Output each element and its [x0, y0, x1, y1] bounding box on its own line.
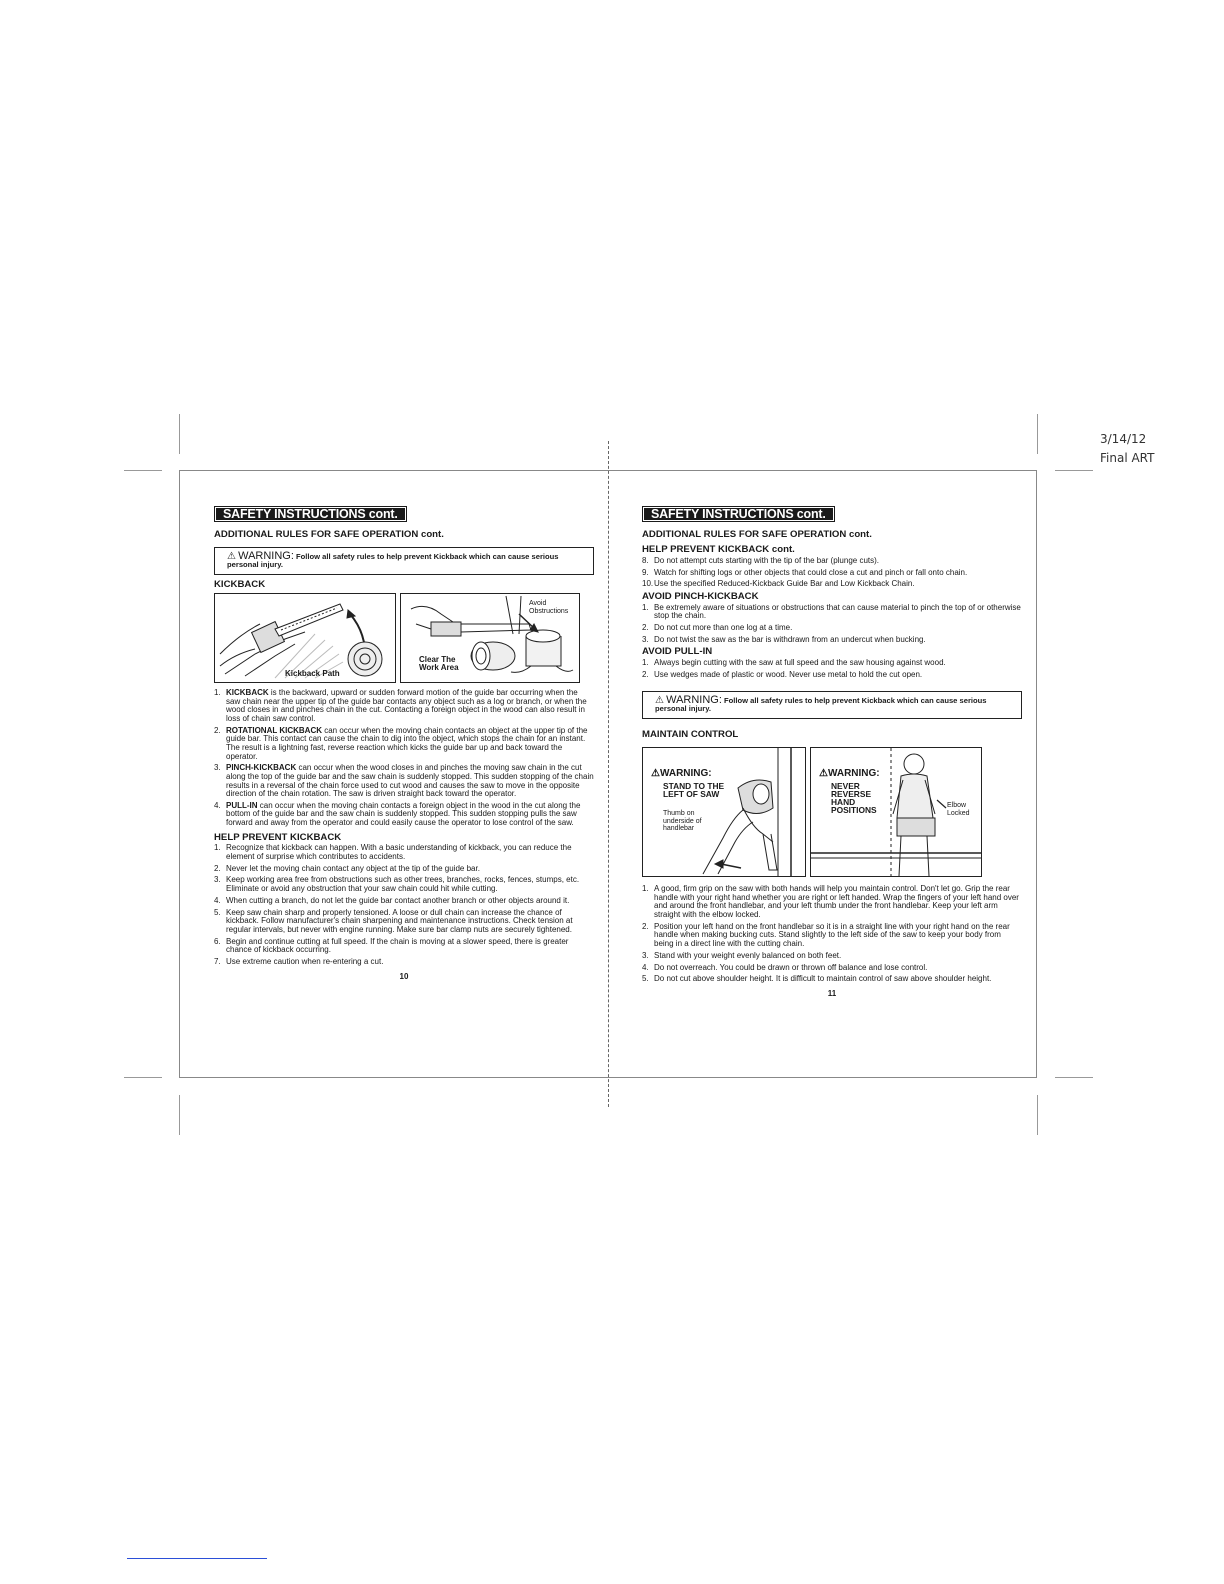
avoid-pull-in-list: [642, 659, 1022, 679]
list-item: 1. A good, firm grip on the saw with both hands will help you maintain control. Don't let go. Grip the rear handle with your right hand whether you are right or left handed. Wrap the fingers of your left hand over and around the front handlebar, and your left thumb under the front handlebar. Keep your left arm straight with the elbow locked.: [642, 884, 1019, 920]
list-item: 3. Do not twist the saw as the bar is withdrawn from an undercut when bucking.: [642, 634, 926, 644]
page-number: 10: [399, 971, 409, 981]
list-item: 1. KICKBACK is the backward, upward or sudden forward motion of the guide bar occurring when the saw chain near the upper tip of the guide bar contacts any object such as a log or branch, or when the wood closes in and pinches chain in the cut. Contacting a foreign object in the wood can also result in loss of chain saw control.: [214, 688, 587, 723]
page-left: [214, 506, 594, 981]
warning-triangle-icon: ⚠: [819, 768, 828, 780]
clear-work-area-figure: [400, 593, 580, 683]
list-item: 2. Position your left hand on the front handlebar so it is in a straight line with your right hand on the rear handle when making bucking cuts. Stand slightly to the left side of the saw to keep your body from being in a direct line with the cutting chain.: [642, 921, 1010, 948]
maintain-control-figures: [642, 747, 1022, 877]
list-item: 2. Do not cut more than one log at a time.: [642, 622, 793, 632]
list-item: 3. Keep working area free from obstructions such as other trees, branches, rocks, fences, stumps, etc. Eliminate or avoid any obstruction that your saw chain could hit while cutting.: [214, 875, 580, 893]
help-prevent-kickback-heading: HELP PREVENT KICKBACK: [214, 831, 342, 843]
help-prevent-kickback-cont-list: [642, 557, 1022, 589]
list-item: 3. Stand with your weight evenly balanced on both feet.: [642, 950, 842, 960]
kickback-heading: KICKBACK: [214, 578, 266, 590]
warning-triangle-icon: ⚠: [655, 695, 664, 707]
avoid-pinch-kickback-list: [642, 604, 1022, 645]
warning-text: Follow all safety rules to help prevent Kickback which can cause serious personal injury.: [227, 552, 559, 570]
list-item: 7. Use extreme caution when re-entering a cut.: [214, 956, 384, 966]
term: KICKBACK: [226, 688, 269, 698]
thumb-note: Thumb on underside of handlebar: [663, 810, 702, 833]
list-item: 1. Be extremely aware of situations or obstructions that can cause material to pinch the top of or otherwise stop the chain.: [642, 602, 1021, 621]
warning-label: WARNING:: [666, 694, 722, 707]
term: PULL-IN: [226, 800, 258, 810]
kickback-path-caption: Kickback Path: [285, 669, 340, 679]
avoid-pinch-kickback-heading: AVOID PINCH-KICKBACK: [642, 590, 759, 602]
kickback-path-figure: [214, 593, 396, 683]
crop-mark: [179, 1095, 180, 1135]
corner-date: 3/14/12: [1100, 432, 1147, 446]
list-item: 4. When cutting a branch, do not let the guide bar contact another branch or other objects around it.: [214, 895, 570, 905]
warning-label: ⚠WARNING:: [651, 768, 712, 780]
list-item: 1. Recognize that kickback can happen. With a basic understanding of kickback, you can reduce the element of surprise which contributes to accidents.: [214, 843, 572, 861]
page-number: 11: [827, 988, 837, 998]
section-banner: SAFETY INSTRUCTIONS cont.: [642, 506, 835, 522]
crop-mark: [1055, 1077, 1093, 1078]
warning-triangle-icon: ⚠: [227, 551, 236, 563]
term: ROTATIONAL KICKBACK: [226, 725, 322, 735]
kickback-definitions-list: [214, 689, 594, 827]
term: PINCH-KICKBACK: [226, 763, 297, 773]
corner-note: [1100, 430, 1154, 468]
list-item: 9. Watch for shifting logs or other objects that could close a cut and pinch or fall onto chain.: [642, 567, 968, 577]
list-item: 6. Begin and continue cutting at full speed. If the chain is moving at a slower speed, there is greater chance of kickback occurring.: [214, 936, 569, 955]
section-title: ADDITIONAL RULES FOR SAFE OPERATION cont.: [642, 528, 872, 540]
section-title: ADDITIONAL RULES FOR SAFE OPERATION cont.: [214, 528, 444, 540]
manual-spread: [179, 470, 1037, 1078]
clear-work-area-caption: Clear The Work Area: [419, 655, 459, 673]
maintain-control-heading: MAINTAIN CONTROL: [642, 728, 739, 740]
page-right: [642, 506, 1022, 999]
list-item: 1. Always begin cutting with the saw at full speed and the saw housing against wood.: [642, 657, 946, 667]
list-item: 5. Keep saw chain sharp and properly tensioned. A loose or dull chain can increase the chance of kickback. Follow manufacturer's chain sharpening and maintenance instructions. Check tension at regular intervals, but never with engine running. Make sure bar clamp nuts are securely tightened.: [214, 907, 573, 934]
crop-mark: [179, 414, 180, 454]
corner-label: Final ART: [1100, 451, 1155, 465]
list-item: 2. Use wedges made of plastic or wood. Never use metal to hold the cut open.: [642, 669, 923, 679]
warning-triangle-icon: ⚠: [651, 768, 660, 780]
never-reverse-hands-figure: [810, 747, 982, 877]
list-item: 3. PINCH-KICKBACK can occur when the wood closes in and pinches the moving saw chain in the cut along the top of the guide bar and the saw chain is suddenly stopped. This sudden stopping of the chain results in a reversal of the chain force used to cut wood and causes the saw to move in the opposite direction of the chain rotation. The saw is driven straight back toward the operator.: [214, 763, 594, 799]
avoid-pull-in-heading: AVOID PULL-IN: [642, 646, 713, 658]
elbow-note: Elbow Locked: [947, 802, 970, 817]
kickback-figures: [214, 593, 594, 683]
stand-left-of-saw-figure: [642, 747, 806, 877]
crop-mark: [1055, 470, 1093, 471]
maintain-control-list: [642, 885, 1022, 984]
stand-left-title: STAND TO THE LEFT OF SAW: [663, 781, 725, 800]
list-item: 4. Do not overreach. You could be drawn or thrown off balance and lose control.: [642, 962, 928, 972]
crop-mark: [1037, 1095, 1038, 1135]
list-item: 8. Do not attempt cuts starting with the tip of the bar (plunge cuts).: [642, 555, 880, 565]
crop-mark: [124, 470, 162, 471]
list-item: 10. Use the specified Reduced-Kickback Guide Bar and Low Kickback Chain.: [642, 579, 915, 589]
list-item: 2. Never let the moving chain contact any object at the tip of the guide bar.: [214, 863, 480, 873]
help-prevent-kickback-cont-heading: HELP PREVENT KICKBACK cont.: [642, 544, 795, 556]
warning-label: ⚠WARNING:: [819, 768, 880, 780]
section-banner: SAFETY INSTRUCTIONS cont.: [214, 506, 407, 522]
warning-text: Follow all safety rules to help prevent Kickback which can cause serious personal injury.: [655, 696, 987, 714]
list-item: 2. ROTATIONAL KICKBACK can occur when the moving chain contacts an object at the upper tip of the guide bar. This contact can cause the chain to dig into the object, which stops the chain for an instant. The result is a lightning fast, reverse reaction which kicks the guide bar up and back toward the operator.: [214, 725, 588, 761]
warning-label: WARNING:: [238, 550, 294, 563]
help-prevent-kickback-list: [214, 844, 594, 966]
avoid-obstructions-label: Avoid Obstructions: [529, 600, 569, 615]
warning-box: [214, 547, 594, 574]
list-item: 4. PULL-IN can occur when the moving chain contacts a foreign object in the wood in the cut along the bottom of the guide bar and the saw chain is suddenly stopped. This sudden stopping pulls the saw forward and away from the operator and could easily cause the operator to lose control of the saw.: [214, 800, 581, 828]
warning-box: [642, 691, 1022, 718]
crop-mark: [124, 1077, 162, 1078]
never-reverse-title: NEVER REVERSE HAND POSITIONS: [831, 781, 877, 816]
crop-mark: [1037, 414, 1038, 454]
footer-rule: [127, 1558, 267, 1559]
list-item: 5. Do not cut above shoulder height. It is difficult to maintain control of saw above shoulder height.: [642, 974, 992, 984]
